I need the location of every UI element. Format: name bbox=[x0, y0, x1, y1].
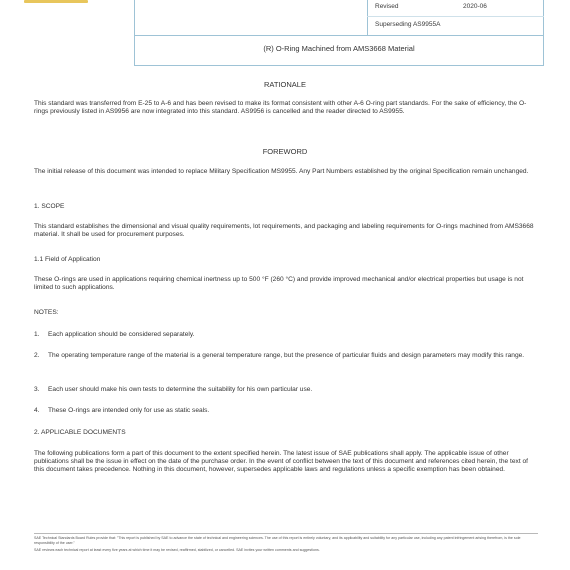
note-text: Each user should make his own tests to determine the suitability for his own particular use. bbox=[48, 386, 313, 393]
scope-heading: 1. SCOPE bbox=[34, 203, 65, 210]
document-title: (R) O-Ring Machined from AMS3668 Material bbox=[263, 44, 415, 53]
revised-date: 2020-06 bbox=[463, 3, 487, 10]
field-text: These O-rings are used in applications requiring chemical inertness up to 500 °F (260 °C) and provide improved mechanical and/or electrical properties but usage is not limited to such applications. bbox=[34, 276, 524, 292]
footer-review-note: SAE reviews each technical report at least every five years at which time it may be revised, reaffirmed, stabilized, or cancelled. SAE invites your written comments and suggestions. bbox=[34, 548, 320, 552]
foreword-text: The initial release of this document was intended to replace Military Specification MS9955. Any Part Numbers established by the original Specification remain unchanged. bbox=[34, 168, 529, 175]
notes-heading: NOTES: bbox=[34, 309, 59, 316]
scope-text: This standard establishes the dimensional and visual quality requirements, lot requirements, and packaging and labeling requirements for O-rings machined from AMS3668 material. It shall be used for procurement purposes. bbox=[34, 223, 534, 239]
footer-disclaimer: SAE Technical Standards Board Rules provide that: "This report is published by SAE to advance the state of technical and engineering sciences. The use of this report is entirely voluntary, and its applicability and suitability for any particular use, including any patent infringement arising therefrom, is the sole responsibility of the user." bbox=[34, 536, 521, 545]
revised-label: Revised bbox=[375, 3, 399, 10]
header-row-divider bbox=[367, 16, 544, 17]
note-number: 4. bbox=[34, 407, 40, 414]
field-heading: 1.1 Field of Application bbox=[34, 256, 101, 263]
note-text: These O-rings are intended only for use as static seals. bbox=[48, 407, 210, 414]
rationale-text: This standard was transferred from E-25 to A-6 and has been revised to make its format consistent with other A-6 O-ring part standards. For the sake of efficiency, the O-rings previously listed in AS9956 are now integrated into this standard. AS9956 is cancelled and the reader directed to AS9955. bbox=[34, 100, 527, 116]
note-number: 3. bbox=[34, 386, 40, 393]
note-number: 1. bbox=[34, 331, 40, 338]
rationale-heading: RATIONALE bbox=[264, 80, 306, 89]
applicable-text: The following publications form a part of this document to the extent specified herein. The latest issue of SAE publications shall apply. The applicable issue of other publications shall be the issue in effect on the date of the purchase order. In the event of conflict between the text of this document and references cited herein, the text of this document takes precedence. Nothing in this document, however, supersedes applicable laws and regulations unless a specific exemption has been obtained. bbox=[34, 450, 528, 474]
note-text: Each application should be considered separately. bbox=[48, 331, 195, 338]
note-number: 2. bbox=[34, 352, 40, 359]
footer-divider bbox=[34, 533, 538, 534]
superseding-text: Superseding AS9955A bbox=[375, 21, 441, 28]
note-text: The operating temperature range of the material is a general temperature range, but the presence of particular fluids and design parameters may modify this range. bbox=[48, 352, 525, 359]
applicable-heading: 2. APPLICABLE DOCUMENTS bbox=[34, 429, 126, 436]
header-title-divider bbox=[135, 35, 543, 36]
header-divider bbox=[367, 0, 368, 35]
sae-logo-fragment bbox=[24, 0, 88, 3]
header-box bbox=[134, 0, 544, 66]
foreword-heading: FOREWORD bbox=[262, 147, 308, 156]
